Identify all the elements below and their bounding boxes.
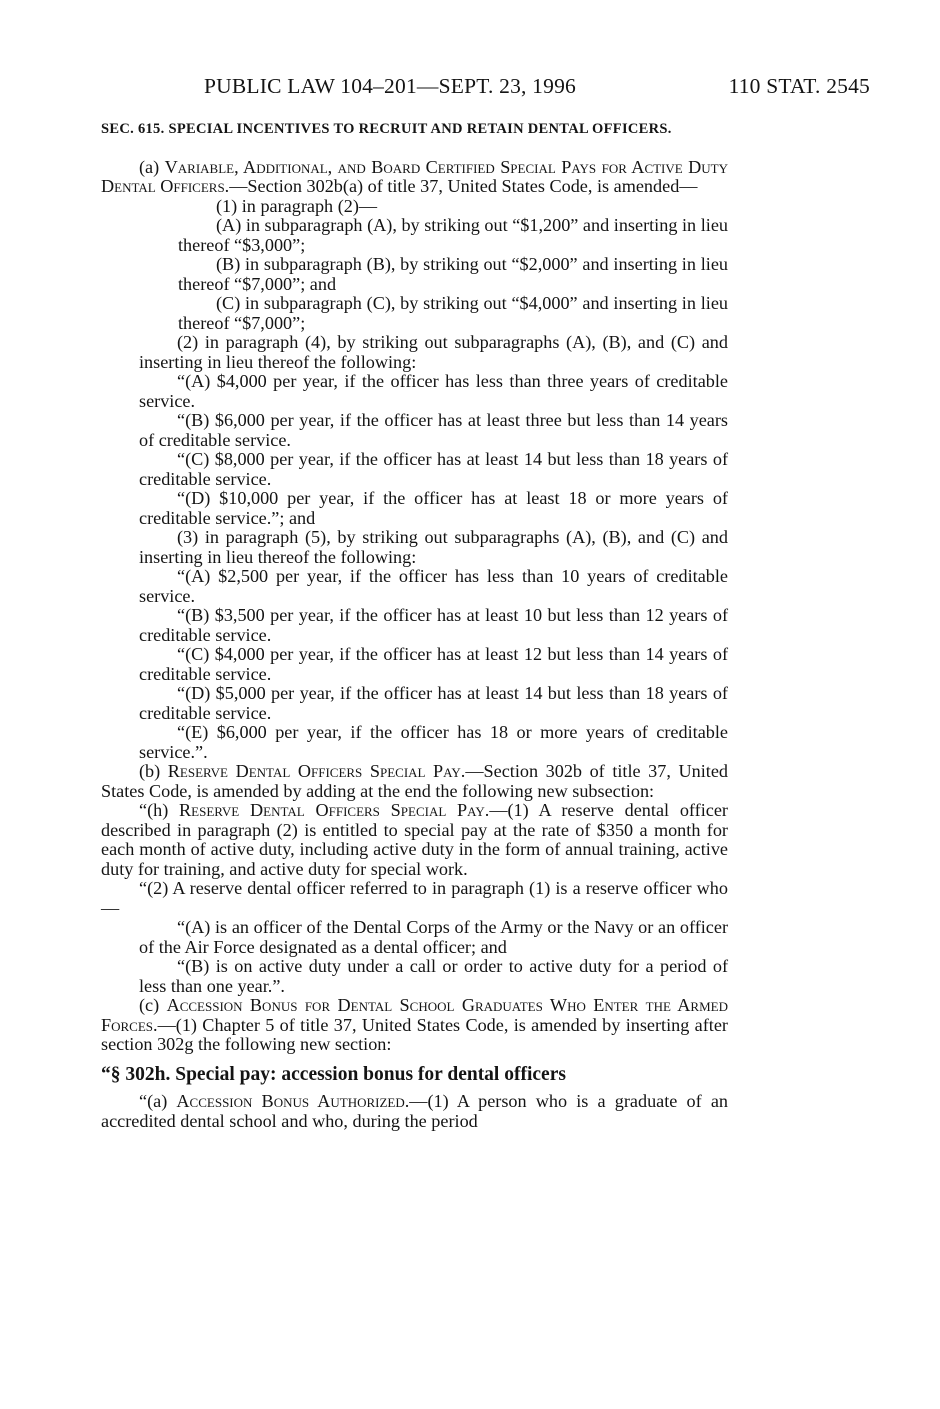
paragraph-text: —(1) A person who is a graduate of an accredited dental school and who, during the period [101,1091,728,1131]
paragraph-h2: “(2) A reserve dental officer referred to in paragraph (1) is a reserve officer who— [101,878,728,918]
paragraph-text: —Section 302b of title 37, United States Code, is amended by adding at the end the following new subsection: [101,761,728,801]
header-title: PUBLIC LAW 104–201—SEPT. 23, 1996 [204,74,576,98]
paragraph-heading: Accession Bonus for Dental School Graduates Who Enter the Armed Forces. [101,995,728,1035]
paragraph-a [101,158,728,197]
new-section-title: “§ 302h. Special pay: accession bonus for dental officers [101,1063,566,1085]
paragraph-a2A: “(A) $4,000 per year, if the officer has less than three years of creditable service. [139,371,728,411]
running-header [204,74,870,104]
paragraph-heading: Reserve Dental Officers Special Pay. [179,800,490,820]
paragraph-h2B: “(B) is on active duty under a call or order to active duty for a period of less than one year.”. [139,956,728,996]
paragraph-text: —(1) A reserve dental officer described in paragraph (2) is entitled to special pay at the rate of $350 a month for each month of active duty, including active duty in the form of annual training, active duty for training, and active duty for special work. [101,800,728,879]
paragraph-label: “(a) [139,1091,177,1111]
paragraph-label: (c) [139,995,167,1015]
paragraph-a1: (1) in paragraph (2)— [216,195,378,216]
paragraph-a3B: “(B) $3,500 per year, if the officer has at least 10 but less than 12 years of creditable service. [139,605,728,645]
paragraph-a3A: “(A) $2,500 per year, if the officer has less than 10 years of creditable service. [139,566,728,606]
paragraph-a2: (2) in paragraph (4), by striking out subparagraphs (A), (B), and (C) and inserting in lieu thereof the following: [139,332,728,372]
statute-page-number: 110 STAT. 2545 [728,74,870,98]
paragraph-a1C: (C) in subparagraph (C), by striking out “$4,000” and inserting in lieu thereof “$7,000”; [178,293,728,333]
paragraph-label: “(h) [139,800,180,820]
paragraph-a3: (3) in paragraph (5), by striking out subparagraphs (A), (B), and (C) and inserting in lieu thereof the following: [139,527,728,567]
paragraph-heading: Reserve Dental Officers Special Pay. [167,761,466,781]
section-heading: SEC. 615. SPECIAL INCENTIVES TO RECRUIT AND RETAIN DENTAL OFFICERS. [101,121,672,137]
paragraph-a2C: “(C) $8,000 per year, if the officer has at least 14 but less than 18 years of creditable service. [139,449,728,489]
paragraph-a2D: “(D) $10,000 per year, if the officer has at least 18 or more years of creditable service.”; and [139,488,728,528]
paragraph-text: —(1) Chapter 5 of title 37, United States Code, is amended by inserting after section 302g the following new section: [101,1014,728,1054]
paragraph-a1B: (B) in subparagraph (B), by striking out “$2,000” and inserting in lieu thereof “$7,000”; and [178,254,728,294]
paragraph-heading: Accession Bonus Authorized. [176,1091,410,1111]
paragraph-label: (b) [139,761,168,781]
paragraph-new-a [101,1092,728,1131]
paragraph-heading: Variable, Additional, and Board Certified Special Pays for Active Duty Dental Officers. [101,156,728,196]
paragraph-text: —Section 302b(a) of title 37, United States Code, is amended— [229,176,698,196]
paragraph-label: (a) [139,156,165,177]
paragraph-a3E: “(E) $6,000 per year, if the officer has 18 or more years of creditable service.”. [139,722,728,762]
paragraph-c [101,996,728,1055]
paragraph-b [101,762,728,801]
document-body [101,120,728,1131]
paragraph-a3D: “(D) $5,000 per year, if the officer has at least 14 but less than 18 years of creditable service. [139,683,728,723]
paragraph-a3C: “(C) $4,000 per year, if the officer has at least 12 but less than 14 years of creditable service. [139,644,728,684]
paragraph-h2A: “(A) is an officer of the Dental Corps of the Army or the Navy or an officer of the Air Force designated as a dental officer; and [139,917,728,957]
paragraph-h [101,801,728,879]
paragraph-a2B: “(B) $6,000 per year, if the officer has at least three but less than 14 years of creditable service. [139,410,728,450]
paragraph-a1A: (A) in subparagraph (A), by striking out “$1,200” and inserting in lieu thereof “$3,000”; [178,215,728,255]
